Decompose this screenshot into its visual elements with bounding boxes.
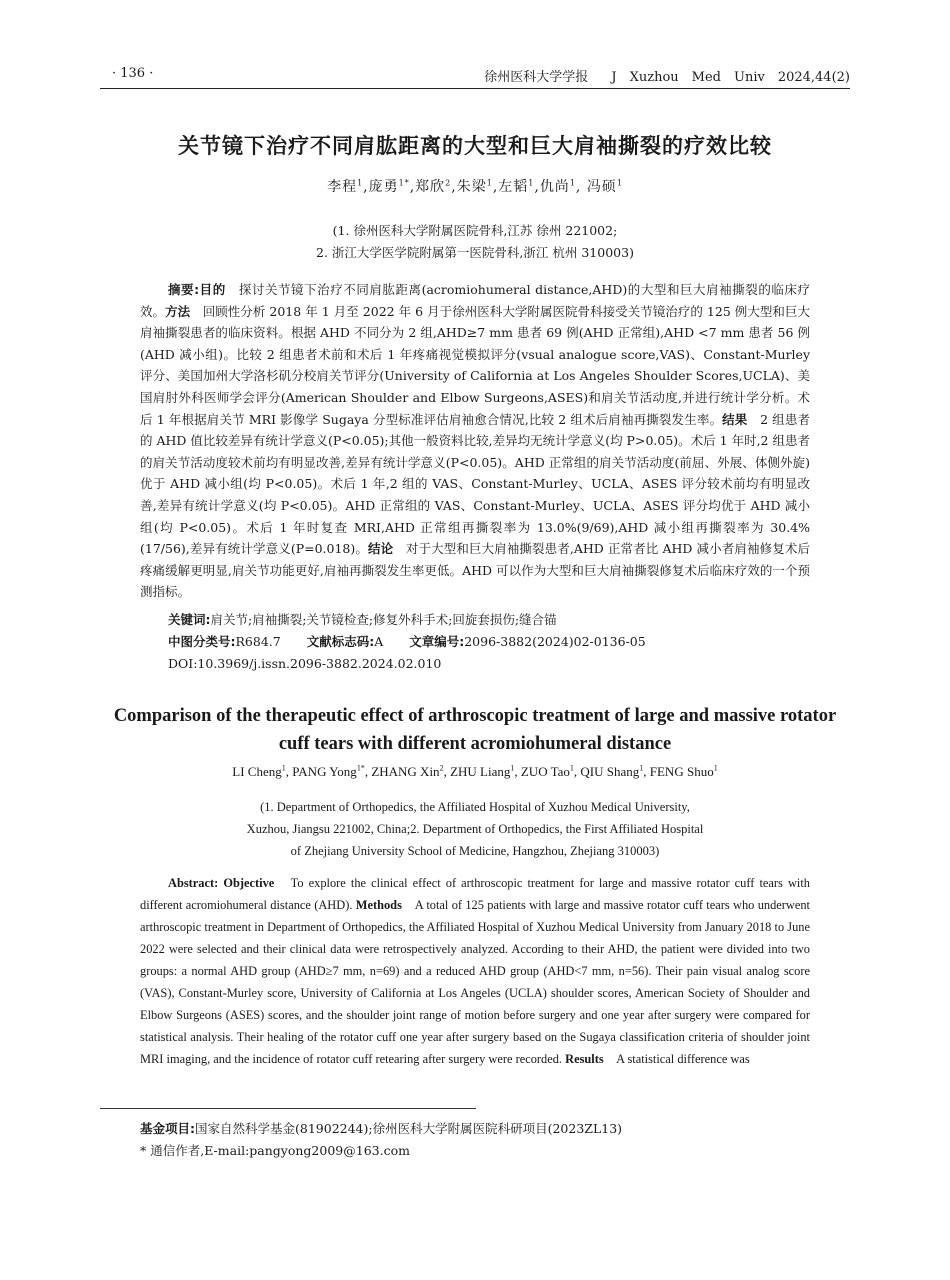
results-label: Results: [565, 1052, 604, 1066]
author: 冯硕$^1$: [586, 178, 623, 195]
keywords: [168, 609, 810, 631]
funding-note: [140, 1118, 810, 1140]
methods-text: 回顾性分析 2018 年 1 月至 2022 年 6 月于徐州医科大学附属医院骨科接受关节镜治疗的 125 例大型和巨大肩袖撕裂患者的临床资料。根据 AHD 不同分为 2 组,AHD≥7 mm 患者 69 例(AHD 正常组),AHD <7 mm 患者 56 例(AHD 减小组)。比较 2 组患者术前和术后 1 年疼痛视觉模拟评分(vsual analogue score,VAS)、Constant-Murley 评分、美国加州大学洛杉矶分校肩关节评分(University of California at Los Angeles Shoulder Scores,UCLA)、美国肩肘外科医师学会评分(American Shoulder and Elbow Surgeons,ASES)和肩关节活动度,并进行统计学分析。术后 1 年根据肩关节 MRI 影像学 Sugaya 分型标准评估肩袖愈合情况,比较 2 组术后肩袖再撕裂发生率。: [140, 303, 810, 427]
author: LI Cheng$^1$,: [232, 763, 293, 779]
affiliation-line: 2. 浙江大学医学院附属第一医院骨科,浙江 杭州 310003): [316, 245, 634, 260]
affiliation-line: Xuzhou, Jiangsu 221002, China;2. Department of Orthopedics, the First Affiliated Hospital: [246, 822, 704, 836]
methods-label: 方法: [165, 303, 191, 319]
chinese-abstract: [140, 279, 810, 603]
conclusion-label: 结论: [367, 541, 394, 557]
author: FENG Shuo$^1$: [649, 763, 718, 779]
article-number-label: 文章编号:: [409, 634, 465, 649]
abstract-label: Abstract:: [168, 876, 219, 890]
footnote-divider: [100, 1108, 476, 1109]
objective-label: Objective: [223, 876, 275, 890]
article-number-value: 2096-3882(2024)02-0136-05: [464, 634, 646, 649]
english-title: Comparison of the therapeutic effect of arthroscopic treatment of large and massive rotator cuff tears with different acromiohumeral distance: [113, 706, 837, 754]
author: 左韬$^1$,: [498, 178, 540, 195]
chinese-title: 关节镜下治疗不同肩肱距离的大型和巨大肩袖撕裂的疗效比较: [178, 134, 772, 158]
clc-label: 中图分类号:: [168, 634, 236, 649]
footnotes: [140, 1118, 810, 1162]
author: 郑欣$^2$,: [415, 178, 457, 195]
conclusion-text: 对于大型和巨大肩袖撕裂患者,AHD 正常者比 AHD 减小者肩袖修复术后疼痛缓解更明显,肩关节功能更好,肩袖再撕裂发生率更低。AHD 可以作为大型和巨大肩袖撕裂修复术后临床疗效的一个预测指标。: [140, 541, 810, 600]
objective-text: 探讨关节镜下治疗不同肩肱距离(acromiohumeral distance,AHD)的大型和巨大肩袖撕裂的临床疗效。: [140, 282, 810, 319]
doi: DOI:10.3969/j.issn.2096-3882.2024.02.010: [168, 656, 442, 671]
journal-citation: 徐州医科大学学报 J Xuzhou Med Univ 2024,44(2): [484, 70, 850, 85]
results-label: 结果: [722, 411, 748, 427]
results-text: 2 组患者的 AHD 值比较差异有统计学意义(P<0.05);其他一般资料比较,差异均无统计学意义(均 P>0.05)。术后 1 年时,2 组患者的肩关节活动度较术前均有明显改善,差异有统计学意义(P<0.05)。AHD 正常组的肩关节活动度(前屈、外展、体侧外旋)优于 AHD 减小组(均 P<0.05)。术后 1 年,2 组的 VAS、Constant-Murley、UCLA、ASES 评分较术前均有明显改善,差异有统计学意义(均 P<0.05)。AHD 正常组的 VAS、Constant-Murley、UCLA、ASES 评分均优于 AHD 减小组(均 P<0.05)。术后 1 年时复查 MRI,AHD 正常组再撕裂率为 13.0%(9/69),AHD 减小组再撕裂率为 30.4%(17/56),差异有统计学意义(P=0.018)。: [140, 411, 810, 557]
affiliation-line: of Zhejiang University School of Medicine, Hangzhou, Zhejiang 310003): [290, 844, 660, 858]
author: 朱梁$^1$,: [456, 178, 499, 195]
english-author-list: [0, 764, 950, 780]
results-text: A statistical difference was: [603, 1052, 750, 1066]
corresponding-author-note: * 通信作者,E-mail:pangyong2009@163.com: [140, 1143, 410, 1158]
clc-value: R684.7: [235, 634, 281, 649]
author: 庞勇$^{1*}$,: [368, 178, 416, 195]
affiliation-line: (1. 徐州医科大学附属医院骨科,江苏 徐州 221002;: [332, 223, 618, 238]
objective-label: 目的: [199, 282, 226, 297]
objective-text: To explore the clinical effect of arthroscopic treatment for large and massive rotator cuff tears with different acromiohumeral distance (AHD).: [140, 876, 810, 912]
author: PANG Yong$^{1*}$,: [292, 763, 372, 779]
english-abstract: [140, 872, 810, 1070]
author: ZUO Tao$^1$,: [520, 763, 581, 779]
doc-code-value: A: [374, 634, 384, 649]
methods-text: A total of 125 patients with large and massive rotator cuff tears who underwent arthroscopic treatment in Department of Orthopedics, the Affiliated Hospital of Xuzhou Medical University from January 2018 to June 2022 were selected and their clinical data were retrospectively analyzed. According to their AHD, the patient were divided into two groups: a normal AHD group (AHD≥7 mm, n=69) and a reduced AHD group (AHD<7 mm, n=56). Their pain visual analog score (VAS), Constant-Murley score, University of California at Los Angeles (UCLA) shoulder scores, American Society of Shoulder and Elbow Surgeons (ASES) scores, and the shoulder joint range of motion before surgery and one year after surgery were compared for statistical analysis. Their healing of the rotator cuff one year after surgery based on the Sugaya classification criteria of shoulder joint MRI imaging, and the incidence of rotator cuff retearing after surgery were recorded.: [140, 898, 810, 1066]
page-number: · 136 ·: [112, 66, 154, 81]
english-affiliations: [0, 796, 950, 862]
doc-code-label: 文献标志码:: [306, 634, 375, 649]
funding-value: 国家自然科学基金(81902244);徐州医科大学附属医院科研项目(2023ZL13): [195, 1121, 623, 1136]
affiliation-line: (1. Department of Orthopedics, the Affiliated Hospital of Xuzhou Medical University,: [260, 800, 690, 814]
running-header: [100, 64, 850, 89]
chinese-affiliations: [0, 220, 950, 264]
abstract-label: 摘要:: [168, 282, 200, 297]
classification-line: [168, 631, 810, 653]
keywords-label: 关键词:: [168, 612, 211, 627]
author: ZHANG Xin$^2$,: [371, 763, 451, 779]
methods-label: Methods: [355, 898, 402, 912]
author: QIU Shang$^1$,: [580, 763, 650, 779]
author: ZHU Liang$^1$,: [450, 763, 521, 779]
author: 李程$^1$,: [327, 178, 369, 195]
keywords-value: 肩关节;肩袖撕裂;关节镜检查;修复外科手术;回旋套损伤;缝合锚: [210, 612, 557, 627]
chinese-author-list: [0, 176, 950, 196]
author: 仇尚$^1$,: [539, 178, 587, 195]
funding-label: 基金项目:: [140, 1121, 195, 1136]
